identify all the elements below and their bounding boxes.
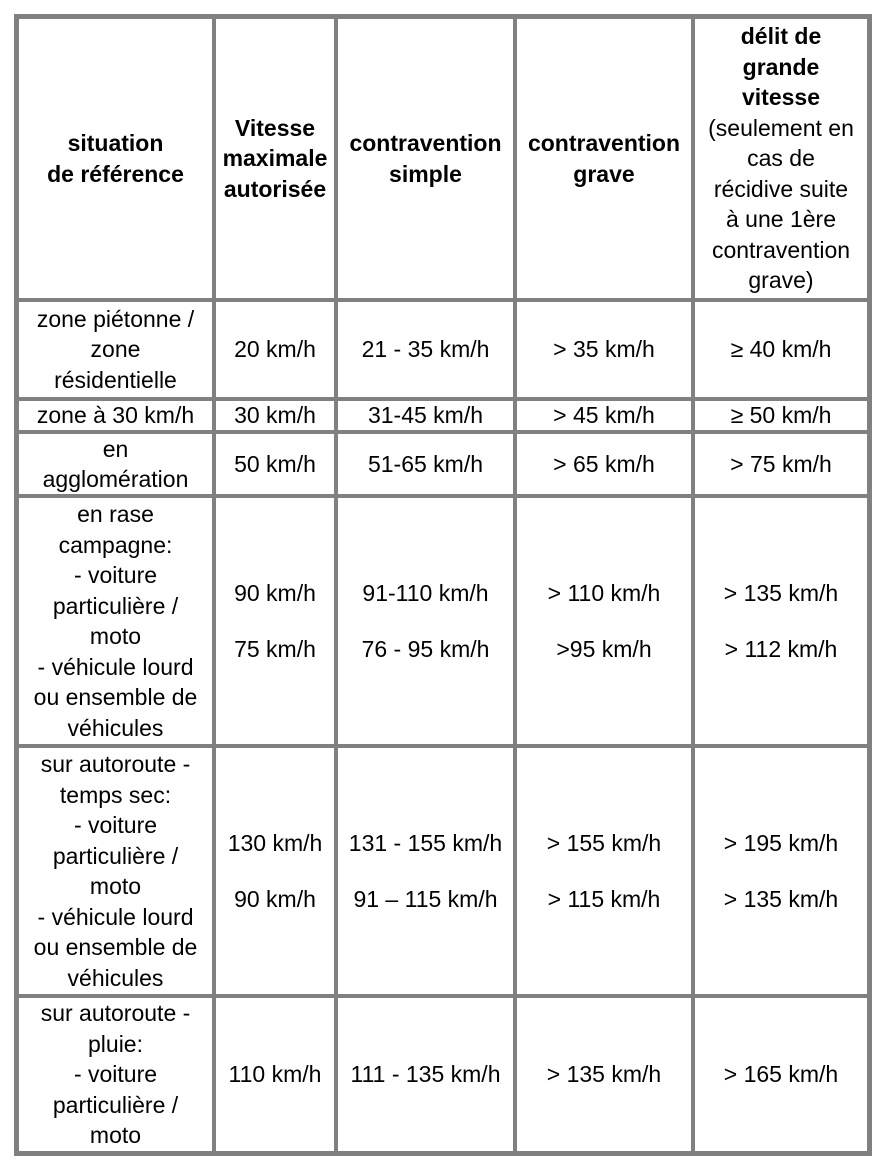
row-0-simple: 21 - 35 km/h <box>337 301 514 398</box>
row-5-situation: sur autoroute - pluie: - voiture particulière / moto <box>18 997 213 1152</box>
header-vitesse <box>215 18 335 299</box>
row-3-situation: en rase campagne: - voiture particulière / moto - véhicule lourd ou ensemble de véhicules <box>18 497 213 745</box>
row-2-vitesse: 50 km/h <box>215 433 335 495</box>
row-4-delit: > 195 km/h > 135 km/h <box>694 747 868 995</box>
row-0-situation: zone piétonne / zone résidentielle <box>18 301 213 398</box>
row-0-grave: > 35 km/h <box>516 301 692 398</box>
row-1-simple: 31-45 km/h <box>337 400 514 431</box>
row-5-delit: > 165 km/h <box>694 997 868 1152</box>
row-0-delit: ≥ 40 km/h <box>694 301 868 398</box>
row-2-delit: > 75 km/h <box>694 433 868 495</box>
row-3-vitesse: 90 km/h 75 km/h <box>215 497 335 745</box>
speed-limit-table <box>14 14 872 1156</box>
row-0-vitesse: 20 km/h <box>215 301 335 398</box>
header-grave-text: contravention grave <box>527 130 681 187</box>
row-3-grave: > 110 km/h >95 km/h <box>516 497 692 745</box>
row-4-vitesse: 130 km/h 90 km/h <box>215 747 335 995</box>
row-2-grave: > 65 km/h <box>516 433 692 495</box>
row-4-grave: > 155 km/h > 115 km/h <box>516 747 692 995</box>
row-1-vitesse: 30 km/h <box>215 400 335 431</box>
header-delit-text: délit de grande vitesse (seulement en cas de récidive suite à une 1ère contravention grave) <box>708 23 854 294</box>
header-simple-text: contravention simple <box>349 130 502 187</box>
row-1-delit: ≥ 50 km/h <box>694 400 868 431</box>
row-4-situation: sur autoroute - temps sec: - voiture particulière / moto - véhicule lourd ou ensemble de véhicules <box>18 747 213 995</box>
row-2-situation: en agglomération <box>18 433 213 495</box>
row-3-delit: > 135 km/h > 112 km/h <box>694 497 868 745</box>
row-5-vitesse: 110 km/h <box>215 997 335 1152</box>
header-grave <box>516 18 692 299</box>
row-1-grave: > 45 km/h <box>516 400 692 431</box>
header-delit <box>694 18 868 299</box>
row-4-simple: 131 - 155 km/h 91 – 115 km/h <box>337 747 514 995</box>
row-5-grave: > 135 km/h <box>516 997 692 1152</box>
row-1-situation: zone à 30 km/h <box>18 400 213 431</box>
header-situation-text: situation de référence <box>47 130 184 187</box>
header-vitesse-text: Vitesse maximale autorisée <box>222 114 328 202</box>
row-5-simple: 111 - 135 km/h <box>337 997 514 1152</box>
header-simple <box>337 18 514 299</box>
row-3-simple: 91-110 km/h 76 - 95 km/h <box>337 497 514 745</box>
header-situation <box>18 18 213 299</box>
row-2-simple: 51-65 km/h <box>337 433 514 495</box>
